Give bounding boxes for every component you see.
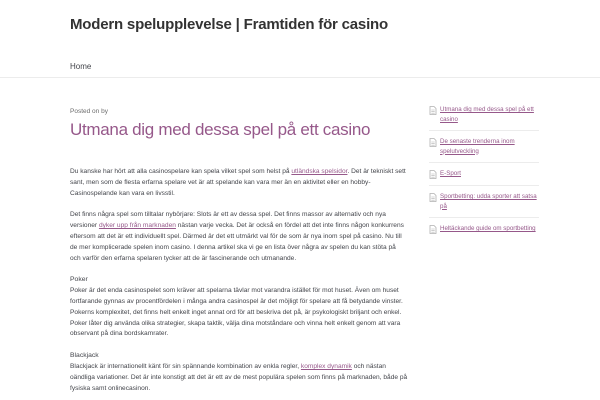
- sidebar-item: [429, 192, 539, 218]
- paragraph-text: . Det är tekniskt sett sant, men som de flesta erfarna spelare vet är att spelande kan vara mer än en aktivitet eller en hobby- Casinospelande kan vara en livsstil.: [70, 168, 406, 197]
- paragraph-blackjack: [70, 362, 408, 394]
- paragraph-poker: Poker är det enda casinospelet som kräver att spelarna tävlar mot varandra istället för mot huset. Även om huset fortfarande gynnas av procentfördelen i många andra casinospel är det möjligt för spelare att få betydande vinster. Pokerns komplexitet, det finns helt enkelt inget annat ord för att beskriva det på, är psykologiskt briljant och enkel. Poker låter dig använda olika strategier, skapa taktik, välja dina motståndare och vinna helt enkelt genom att vara observant på dina bordskamrater.: [70, 287, 403, 338]
- primary-navigation: [70, 56, 91, 74]
- sidebar-link[interactable]: Heltäckande guide om sportbetting: [440, 225, 536, 232]
- document-icon: [429, 193, 437, 202]
- paragraph-text: nästan varje vecka. Det är också en fördel att det inte finns någon konkurrens eftersom att det är ett individuellt spel. Därmed är det ett utmärkt val för de som är nya inom spel på casino. Nu till de mer komplicerade spelen inom casino. I denna artikel ska vi ge en lista över några av spelen du kan stöta på och varför den erfarna spelaren tycker att de är fascinerande och utmanande.: [70, 222, 404, 262]
- section-heading-poker: Poker: [70, 276, 88, 284]
- document-icon: [429, 138, 437, 147]
- post-title: Utmana dig med dessa spel på ett casino: [70, 120, 371, 139]
- paragraph-text: Blackjack är internationellt känt för sin spännande kombination av enkla regler,: [70, 362, 301, 370]
- paragraph-text: Du kanske har hört att alla casinospelare kan spela vilket spel som helst på: [70, 168, 292, 175]
- post-meta: Posted on by: [70, 108, 108, 115]
- document-icon: [429, 225, 437, 234]
- sidebar-item: [429, 105, 539, 131]
- sidebar-link[interactable]: Utmana dig med dessa spel på ett casino: [440, 106, 534, 123]
- site-title[interactable]: Modern spelupplevelse | Framtiden för casino: [70, 16, 388, 33]
- sidebar-link[interactable]: Sportbetting: udda sporter att satsa på: [440, 193, 537, 210]
- document-icon: [429, 106, 437, 115]
- sidebar-link[interactable]: E-Sport: [440, 170, 461, 177]
- post-content: [70, 108, 408, 394]
- site-header: [0, 0, 600, 78]
- link-utlandska-spelsidor[interactable]: utländska spelsidor: [291, 168, 348, 175]
- nav-item-home[interactable]: Home: [70, 62, 92, 71]
- sidebar-item: [429, 137, 539, 163]
- sidebar-link[interactable]: De senaste trenderna inom spelutveckling: [440, 138, 515, 155]
- sidebar-item: [429, 169, 539, 186]
- sidebar-item: [429, 224, 539, 240]
- link-dyker-upp[interactable]: dyker upp från marknaden: [98, 222, 176, 230]
- section-heading-blackjack: Blackjack: [70, 352, 99, 360]
- paragraph-intro: [70, 167, 408, 199]
- recent-posts-sidebar: [429, 105, 539, 246]
- paragraph-slots: [70, 210, 408, 264]
- paragraph-text: och nästan oändliga variationer. Det är inte konstigt att det är ett av de mest populära spelen som finns på marknaden, både på fysiska samt onlinecasinon.: [70, 362, 408, 392]
- document-icon: [429, 170, 437, 179]
- link-komplex-dynamik[interactable]: komplex dynamik: [300, 362, 352, 370]
- paragraph-text: Det finns några spel som tilltalar nybörjare: Slots är ett av dessa spel. Det finns massor av alternativ och nya versioner: [70, 211, 386, 230]
